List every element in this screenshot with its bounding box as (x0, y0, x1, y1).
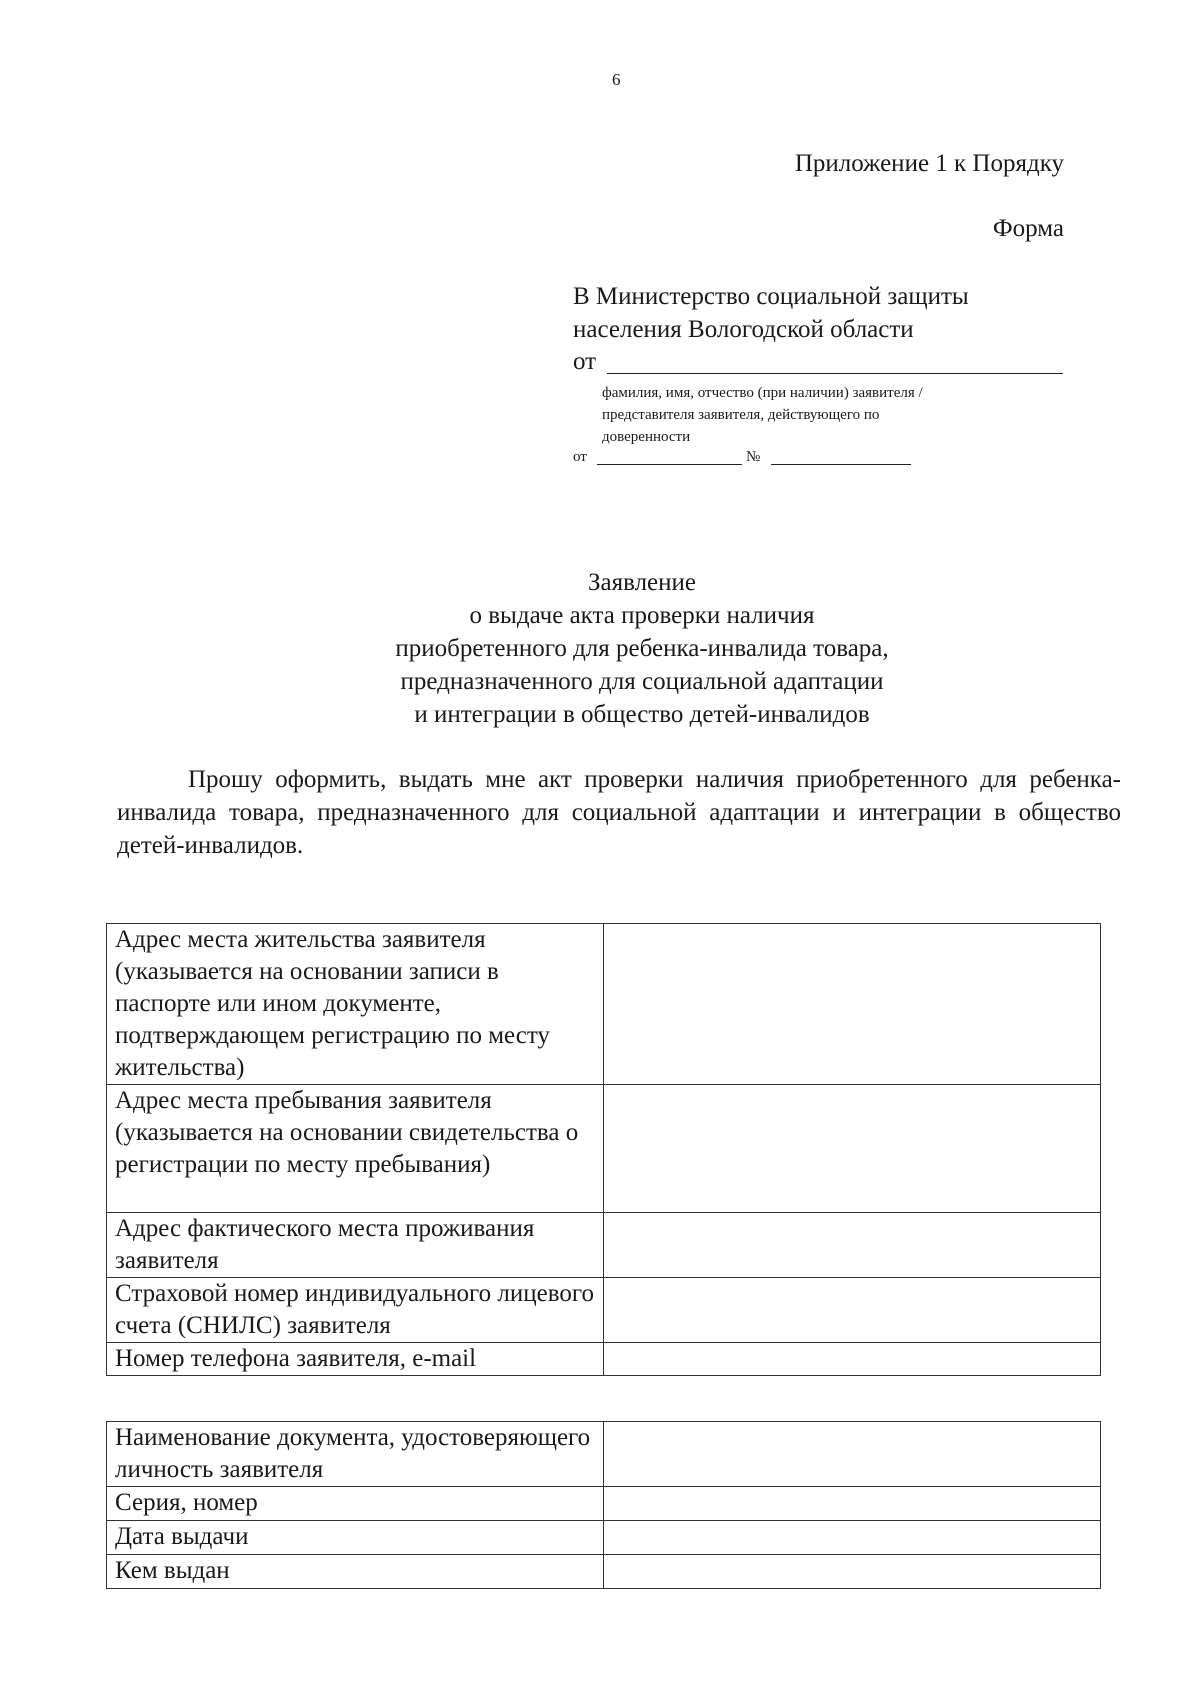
title-line-1: Заявление (587, 569, 697, 596)
table-row (107, 1278, 1101, 1343)
table-row (107, 1521, 1101, 1555)
row-label-actual-address: Адрес фактического места проживания заявителя (107, 1213, 604, 1278)
title-line-3: приобретенного для ребенка-инвалида товара, (395, 635, 889, 662)
row-label-phone-email: Номер телефона заявителя, e-mail (107, 1343, 604, 1376)
number-sign: № (746, 449, 761, 465)
number-field[interactable] (771, 464, 911, 465)
row-value-residence-address[interactable] (604, 924, 1101, 1085)
title-line-5: и интеграции в общество детей-инвалидов (414, 701, 870, 728)
row-label-series-number: Серия, номер (107, 1487, 604, 1521)
table-row (107, 1422, 1101, 1487)
table-row (107, 1213, 1101, 1278)
date-field[interactable] (597, 464, 742, 465)
table-row (107, 1487, 1101, 1521)
request-paragraph: Прошу оформить, выдать мне акт проверки наличия приобретенного для ребенка-инвалида товара, предназначенного для социальной адаптации и интеграции в общество детей-инвалидов. (117, 766, 1121, 859)
addressee-line-1: В Министерство социальной защиты (573, 283, 969, 310)
identity-document-table (106, 1421, 1101, 1589)
hint-line-1: фамилия, имя, отчество (при наличии) заявителя / (602, 385, 923, 401)
title-line-2: о выдаче акта проверки наличия (469, 602, 815, 629)
row-label-residence-address: Адрес места жительства заявителя (указывается на основании записи в паспорте или ином документе, подтверждающем регистрацию по месту жительства) (107, 924, 604, 1085)
addressee-block (573, 280, 969, 346)
row-label-stay-address: Адрес места пребывания заявителя (указывается на основании свидетельства о регистрации по месту пребывания) (107, 1085, 604, 1213)
applicant-name-underline (607, 372, 1063, 374)
row-value-issued-by[interactable] (604, 1555, 1101, 1589)
appendix-reference: Приложение 1 к Порядку (794, 150, 1064, 177)
row-value-actual-address[interactable] (604, 1213, 1101, 1278)
form-label: Форма (992, 215, 1064, 242)
row-label-issued-by: Кем выдан (107, 1555, 604, 1589)
page-number: 6 (612, 70, 621, 89)
table-row (107, 1343, 1101, 1376)
hint-line-2: представителя заявителя, действующего по (602, 407, 880, 423)
table-row (107, 1085, 1101, 1213)
row-value-phone-email[interactable] (604, 1343, 1101, 1376)
row-value-snils[interactable] (604, 1278, 1101, 1343)
addressee-line-2: населения Вологодской области (573, 316, 914, 343)
applicant-name-field[interactable] (573, 348, 1063, 376)
row-value-stay-address[interactable] (604, 1085, 1101, 1213)
table-row (107, 924, 1101, 1085)
from-prefix: от (573, 348, 597, 375)
row-value-series-number[interactable] (604, 1487, 1101, 1521)
row-value-document-name[interactable] (604, 1422, 1101, 1487)
row-label-snils: Страховой номер индивидуального лицевого счета (СНИЛС) заявителя (107, 1278, 604, 1343)
table-row (107, 1555, 1101, 1589)
applicant-address-table (106, 923, 1101, 1376)
date-prefix: от (573, 449, 587, 465)
hint-line-3: доверенности (602, 429, 691, 445)
row-label-issue-date: Дата выдачи (107, 1521, 604, 1555)
date-number-line (573, 449, 913, 469)
document-title (0, 566, 1200, 731)
row-label-document-name: Наименование документа, удостоверяющего личность заявителя (107, 1422, 604, 1487)
title-line-4: предназначенного для социальной адаптации (400, 668, 884, 695)
applicant-name-hint (602, 382, 1062, 448)
row-value-issue-date[interactable] (604, 1521, 1101, 1555)
